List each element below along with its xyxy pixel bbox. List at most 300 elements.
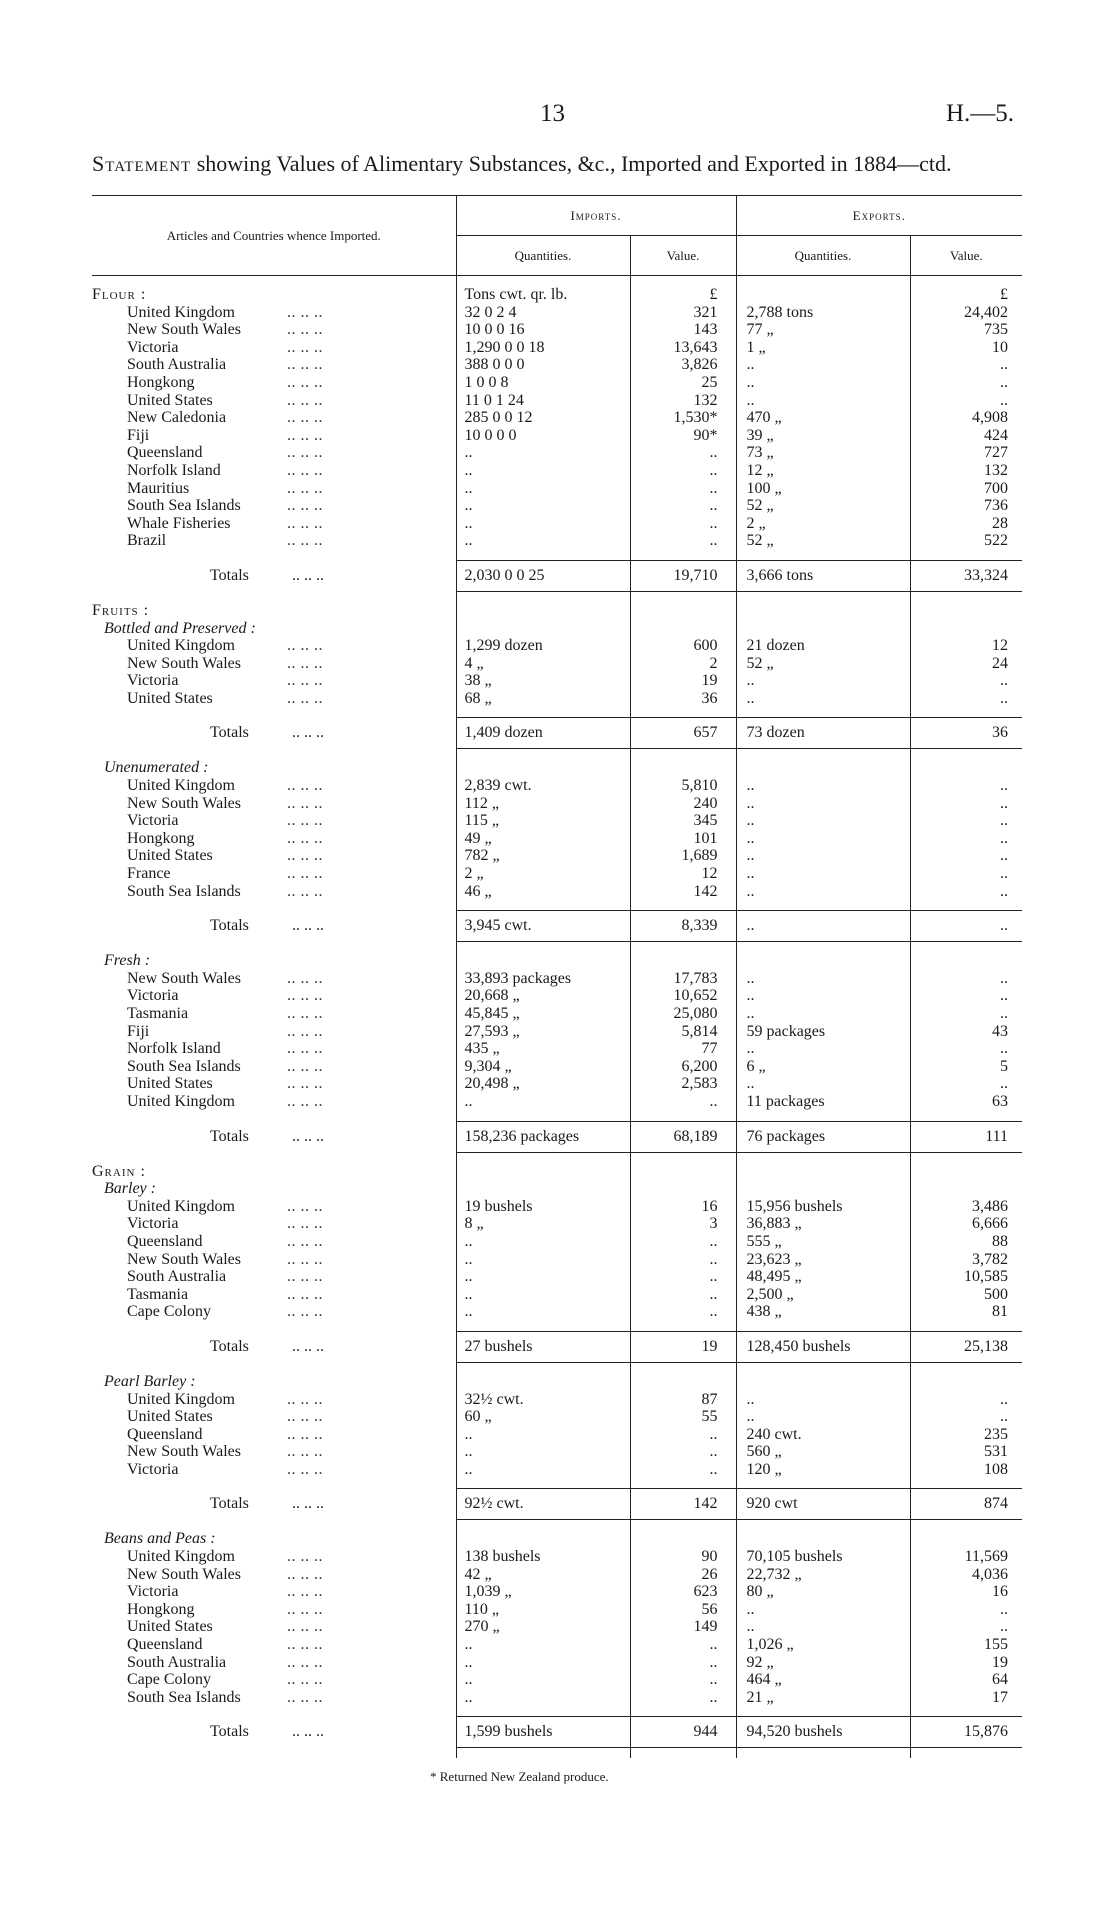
spacer-cell [910, 1748, 1022, 1759]
table-row [92, 1005, 1022, 1023]
country-cell [92, 777, 456, 795]
leader-dots: .. .. .. [292, 1337, 324, 1355]
export-quantity: 1 „ [736, 339, 910, 357]
export-quantity: 560 „ [736, 1443, 910, 1461]
table-row [92, 532, 1022, 550]
spacer-cell [736, 1478, 910, 1489]
export-quantity: 470 „ [736, 409, 910, 427]
subsection-title-beans-peas-row [92, 1530, 1022, 1548]
country-cell [92, 339, 456, 357]
empty-cell [910, 952, 1022, 970]
leader-dots: .. .. .. [287, 338, 323, 356]
export-quantity: 23,623 „ [736, 1251, 910, 1269]
subsection-title-beans-peas: Beans and Peas : [104, 1530, 216, 1548]
export-value: 108 [910, 1461, 1022, 1479]
currency-symbol: £ [630, 286, 736, 304]
export-quantity: .. [736, 1408, 910, 1426]
import-quantity: 2 „ [456, 865, 630, 883]
leader-dots: .. .. .. [287, 689, 323, 707]
totals-label-cell [92, 911, 456, 942]
export-quantity: 21 „ [736, 1689, 910, 1707]
leader-dots: .. .. .. [287, 1303, 323, 1321]
table-row [92, 970, 1022, 988]
table-row [92, 1618, 1022, 1636]
leader-dots: .. .. .. [287, 1215, 323, 1233]
export-quantity: 6 „ [736, 1058, 910, 1076]
country-cell [92, 655, 456, 673]
spacer-cell [736, 1321, 910, 1332]
import-value: .. [630, 1233, 736, 1251]
totals-label-cell [92, 1489, 456, 1520]
table-row [92, 830, 1022, 848]
totals-label: Totals [210, 1127, 249, 1145]
total-export-quantity: 128,450 bushels [736, 1331, 910, 1362]
country-cell [92, 462, 456, 480]
country-name: United Kingdom [127, 1092, 235, 1110]
section-title-grain-row [92, 1163, 1022, 1181]
subsection-title-pearl-barley-row [92, 1373, 1022, 1391]
totals-label: Totals [210, 917, 249, 935]
leader-dots: .. .. .. [287, 865, 323, 883]
spacer-cell [910, 1706, 1022, 1717]
total-import-quantity: 27 bushels [456, 1331, 630, 1362]
country-cell [92, 1233, 456, 1251]
import-quantity: 1,039 „ [456, 1583, 630, 1601]
export-quantity: 36,883 „ [736, 1215, 910, 1233]
table-row [92, 1023, 1022, 1041]
import-value: 3 [630, 1215, 736, 1233]
export-value: 500 [910, 1286, 1022, 1304]
leader-dots: .. .. .. [287, 303, 323, 321]
country-name: Brazil [127, 532, 167, 550]
leader-dots: .. .. .. [287, 1197, 323, 1215]
export-quantity: .. [736, 1040, 910, 1058]
import-quantity: .. [456, 1689, 630, 1707]
country-cell [92, 690, 456, 708]
leader-dots: .. .. .. [287, 1688, 323, 1706]
table-row [92, 672, 1022, 690]
import-quantity: 20,498 „ [456, 1075, 630, 1093]
total-import-value: 68,189 [630, 1121, 736, 1152]
export-quantity: 52 „ [736, 497, 910, 515]
spacer-row [92, 749, 1022, 760]
import-quantity: 1 0 0 8 [456, 374, 630, 392]
empty-cell [736, 1163, 910, 1181]
export-value: 132 [910, 462, 1022, 480]
header-exports-value: Value. [910, 236, 1022, 276]
spacer-cell [910, 942, 1022, 953]
country-name: South Sea Islands [127, 1688, 241, 1706]
country-cell [92, 1286, 456, 1304]
export-value: 43 [910, 1023, 1022, 1041]
spacer-cell [92, 1362, 456, 1373]
country-name: United Kingdom [127, 1548, 235, 1566]
table-row [92, 1093, 1022, 1111]
spacer-cell [630, 1362, 736, 1373]
import-value: 87 [630, 1391, 736, 1409]
export-value: .. [910, 1075, 1022, 1093]
import-quantity: 435 „ [456, 1040, 630, 1058]
leader-dots: .. .. .. [292, 1127, 324, 1145]
import-value: 5,814 [630, 1023, 736, 1041]
spacer-cell [630, 1111, 736, 1122]
totals-row [92, 560, 1022, 591]
import-value: 1,530* [630, 409, 736, 427]
spacer-cell [630, 1321, 736, 1332]
import-quantity: .. [456, 1461, 630, 1479]
import-quantity: .. [456, 1093, 630, 1111]
country-name: South Australia [127, 356, 227, 374]
export-value: .. [910, 777, 1022, 795]
total-export-quantity: 3,666 tons [736, 560, 910, 591]
table-row [92, 1654, 1022, 1672]
spacer-cell [910, 707, 1022, 718]
spacer-cell [910, 1362, 1022, 1373]
totals-label-cell [92, 560, 456, 591]
export-value: 3,782 [910, 1251, 1022, 1269]
page-title [92, 151, 1022, 177]
import-value: 3,826 [630, 356, 736, 374]
country-cell [92, 444, 456, 462]
empty-cell [736, 759, 910, 777]
export-value: 727 [910, 444, 1022, 462]
title-text: showing Values of Alimentary Substances, &c., Imported and Exported in 1884—ctd. [196, 151, 952, 176]
subsection-title-bottled: Bottled and Preserved : [104, 619, 256, 637]
export-quantity: 92 „ [736, 1654, 910, 1672]
import-value: 6,200 [630, 1058, 736, 1076]
export-quantity [736, 286, 910, 304]
spacer-cell [736, 942, 910, 953]
country-cell [92, 480, 456, 498]
export-quantity: 240 cwt. [736, 1426, 910, 1444]
country-name: United Kingdom [127, 1390, 235, 1408]
total-export-quantity: 920 cwt [736, 1489, 910, 1520]
export-quantity: 555 „ [736, 1233, 910, 1251]
table-row [92, 1391, 1022, 1409]
import-value: .. [630, 1426, 736, 1444]
import-quantity: 32 0 2 4 [456, 304, 630, 322]
spacer-row [92, 707, 1022, 718]
country-name: South Sea Islands [127, 1057, 241, 1075]
leader-dots: .. .. .. [287, 1285, 323, 1303]
country-cell [92, 374, 456, 392]
country-cell [92, 1408, 456, 1426]
country-cell [92, 515, 456, 533]
table-row [92, 339, 1022, 357]
totals-label-cell [92, 718, 456, 749]
spacer-cell [92, 1706, 456, 1717]
table-row [92, 1461, 1022, 1479]
spacer-cell [736, 550, 910, 561]
total-export-quantity: 73 dozen [736, 718, 910, 749]
empty-cell [910, 1373, 1022, 1391]
export-value: 235 [910, 1426, 1022, 1444]
country-cell [92, 830, 456, 848]
import-quantity: .. [456, 462, 630, 480]
spacer-cell [630, 1520, 736, 1531]
country-cell [92, 1566, 456, 1584]
export-quantity: 12 „ [736, 462, 910, 480]
spacer-cell [630, 276, 736, 287]
country-name: South Sea Islands [127, 497, 241, 515]
export-value: .. [910, 1601, 1022, 1619]
export-quantity: .. [736, 1005, 910, 1023]
export-quantity: .. [736, 1075, 910, 1093]
footnote: * Returned New Zealand produce. [430, 1769, 609, 1784]
spacer-row [92, 900, 1022, 911]
export-value: .. [910, 830, 1022, 848]
leader-dots: .. .. .. [292, 917, 324, 935]
country-cell [92, 1251, 456, 1269]
leader-dots: .. .. .. [287, 1040, 323, 1058]
table-row [92, 865, 1022, 883]
table-row [92, 1215, 1022, 1233]
section-title-fruits: Fruits : [92, 601, 150, 619]
export-quantity: 1,026 „ [736, 1636, 910, 1654]
country-cell [92, 865, 456, 883]
totals-label-cell [92, 1717, 456, 1748]
table-row [92, 812, 1022, 830]
export-quantity: 21 dozen [736, 637, 910, 655]
export-value: .. [910, 987, 1022, 1005]
spacer-cell [456, 749, 630, 760]
total-export-value: 25,138 [910, 1331, 1022, 1362]
import-quantity: 19 bushels [456, 1198, 630, 1216]
export-value: 24,402 [910, 304, 1022, 322]
empty-cell [736, 1373, 910, 1391]
leader-dots: .. .. .. [287, 1548, 323, 1566]
leader-dots: .. .. .. [287, 1268, 323, 1286]
country-cell [92, 1426, 456, 1444]
spacer-cell [456, 550, 630, 561]
import-value: 90 [630, 1548, 736, 1566]
header-imports-value: Value. [630, 236, 736, 276]
subsection-title-unenumerated: Unenumerated : [104, 759, 209, 777]
leader-dots: .. .. .. [287, 1600, 323, 1618]
import-quantity: .. [456, 1636, 630, 1654]
header-articles: Articles and Countries whence Imported. [92, 196, 456, 276]
import-value: 19 [630, 672, 736, 690]
spacer-cell [456, 591, 630, 602]
import-value: 13,643 [630, 339, 736, 357]
totals-row [92, 911, 1022, 942]
import-quantity: .. [456, 532, 630, 550]
spacer-cell [736, 1748, 910, 1759]
import-value: 16 [630, 1198, 736, 1216]
empty-cell [456, 602, 630, 620]
totals-label: Totals [210, 724, 249, 742]
spacer-cell [92, 1152, 456, 1163]
country-cell [92, 392, 456, 410]
export-quantity: .. [736, 970, 910, 988]
table-row [92, 427, 1022, 445]
table-row [92, 1075, 1022, 1093]
total-export-value: 874 [910, 1489, 1022, 1520]
import-quantity: 42 „ [456, 1566, 630, 1584]
export-value: .. [910, 672, 1022, 690]
import-value: 77 [630, 1040, 736, 1058]
import-quantity: 27,593 „ [456, 1023, 630, 1041]
empty-cell [456, 1163, 630, 1181]
import-quantity: 9,304 „ [456, 1058, 630, 1076]
leader-dots: .. .. .. [287, 321, 323, 339]
export-quantity: .. [736, 865, 910, 883]
subsection-title-fresh: Fresh : [104, 952, 151, 970]
import-value: 5,810 [630, 777, 736, 795]
totals-label-cell [92, 1331, 456, 1362]
import-value: 90* [630, 427, 736, 445]
totals-label: Totals [210, 1723, 249, 1741]
import-value: .. [630, 1251, 736, 1269]
spacer-cell [456, 1706, 630, 1717]
country-cell [92, 1636, 456, 1654]
export-value: .. [910, 865, 1022, 883]
import-value: .. [630, 1671, 736, 1689]
import-value: 143 [630, 321, 736, 339]
spacer-cell [456, 900, 630, 911]
import-quantity: .. [456, 480, 630, 498]
spacer-cell [910, 550, 1022, 561]
spacer-cell [736, 1520, 910, 1531]
import-value: 2,583 [630, 1075, 736, 1093]
country-name: South Australia [127, 1268, 227, 1286]
import-value: 36 [630, 690, 736, 708]
import-quantity: 20,668 „ [456, 987, 630, 1005]
export-value: .. [910, 812, 1022, 830]
table-row [92, 515, 1022, 533]
import-quantity: .. [456, 497, 630, 515]
export-quantity: 100 „ [736, 480, 910, 498]
spacer-cell [456, 942, 630, 953]
import-quantity: 112 „ [456, 795, 630, 813]
table-row [92, 1286, 1022, 1304]
export-quantity: .. [736, 1601, 910, 1619]
leader-dots: .. .. .. [287, 1390, 323, 1408]
import-value: 600 [630, 637, 736, 655]
country-cell [92, 672, 456, 690]
spacer-cell [736, 707, 910, 718]
import-quantity: 270 „ [456, 1618, 630, 1636]
country-name: France [127, 865, 171, 883]
country-name: United Kingdom [127, 777, 235, 795]
import-quantity: 49 „ [456, 830, 630, 848]
spacer-row [92, 1706, 1022, 1717]
spacer-cell [92, 1111, 456, 1122]
country-cell [92, 1689, 456, 1707]
country-cell [92, 304, 456, 322]
country-name: South Sea Islands [127, 882, 241, 900]
country-name: Hongkong [127, 829, 195, 847]
total-export-value: 36 [910, 718, 1022, 749]
leader-dots: .. .. .. [287, 1565, 323, 1583]
import-quantity: 45,845 „ [456, 1005, 630, 1023]
country-name: United States [127, 1618, 213, 1636]
import-value: 10,652 [630, 987, 736, 1005]
export-quantity: 59 packages [736, 1023, 910, 1041]
table-body [92, 276, 1022, 1759]
export-value: 63 [910, 1093, 1022, 1111]
table-row [92, 304, 1022, 322]
leader-dots: .. .. .. [287, 373, 323, 391]
spacer-cell [92, 591, 456, 602]
spacer-cell [630, 1152, 736, 1163]
spacer-cell [92, 1748, 456, 1759]
import-quantity: 782 „ [456, 847, 630, 865]
export-value: 4,036 [910, 1566, 1022, 1584]
country-cell [92, 1671, 456, 1689]
totals-label: Totals [210, 1495, 249, 1513]
spacer-cell [736, 591, 910, 602]
export-value: 736 [910, 497, 1022, 515]
country-cell [92, 883, 456, 901]
export-value: 19 [910, 1654, 1022, 1672]
import-value: 101 [630, 830, 736, 848]
import-quantity: 33,893 packages [456, 970, 630, 988]
export-value: .. [910, 1391, 1022, 1409]
country-cell [92, 427, 456, 445]
spacer-cell [630, 550, 736, 561]
leader-dots: .. .. .. [287, 882, 323, 900]
country-cell [92, 1058, 456, 1076]
country-name: Victoria [127, 672, 179, 690]
section-title-flour-row [92, 286, 1022, 304]
table-row [92, 1251, 1022, 1269]
section-title-flour: Flour : [92, 286, 147, 303]
export-quantity: 52 „ [736, 655, 910, 673]
total-import-value: 657 [630, 718, 736, 749]
export-value: 16 [910, 1583, 1022, 1601]
export-value: 6,666 [910, 1215, 1022, 1233]
spacer-cell [910, 1152, 1022, 1163]
country-cell [92, 321, 456, 339]
total-export-quantity: .. [736, 911, 910, 942]
import-quantity: 285 0 0 12 [456, 409, 630, 427]
import-quantity: .. [456, 1443, 630, 1461]
leader-dots: .. .. .. [287, 1005, 323, 1022]
leader-dots: .. .. .. [287, 777, 323, 795]
import-quantity: 1,290 0 0 18 [456, 339, 630, 357]
spacer-row [92, 276, 1022, 287]
subsection-title-fresh-row [92, 952, 1022, 970]
country-name: Victoria [127, 1583, 179, 1601]
totals-row [92, 1121, 1022, 1152]
leader-dots: .. .. .. [287, 1443, 323, 1461]
export-quantity: 120 „ [736, 1461, 910, 1479]
import-value: .. [630, 532, 736, 550]
document-code: H.—5. [945, 100, 1014, 127]
totals-row [92, 1331, 1022, 1362]
export-value: 64 [910, 1671, 1022, 1689]
import-value: .. [630, 1636, 736, 1654]
empty-cell [630, 1180, 736, 1198]
spacer-cell [736, 276, 910, 287]
total-import-value: 8,339 [630, 911, 736, 942]
import-value: 17,783 [630, 970, 736, 988]
table-row [92, 356, 1022, 374]
subsection-title-barley: Barley : [104, 1180, 156, 1198]
total-import-quantity: 158,236 packages [456, 1121, 630, 1152]
leader-dots: .. .. .. [287, 514, 323, 532]
export-value: .. [910, 795, 1022, 813]
totals-label: Totals [210, 566, 249, 584]
import-quantity: 1,299 dozen [456, 637, 630, 655]
export-value: 155 [910, 1636, 1022, 1654]
spacer-cell [736, 1706, 910, 1717]
country-name: New Caledonia [127, 409, 227, 427]
import-value: .. [630, 1461, 736, 1479]
export-quantity: 48,495 „ [736, 1268, 910, 1286]
spacer-cell [630, 749, 736, 760]
